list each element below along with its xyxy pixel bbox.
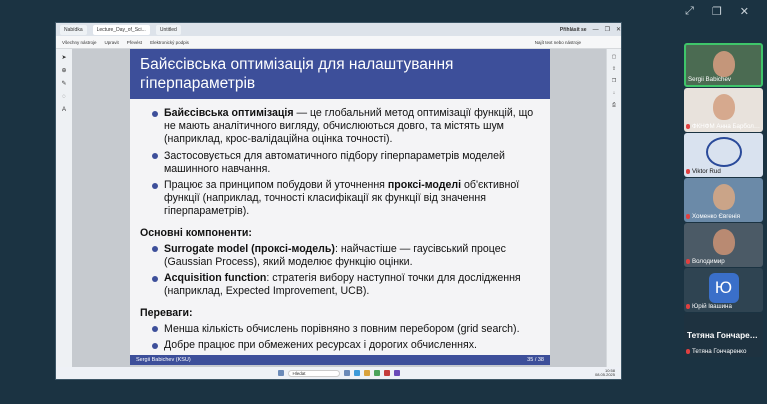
app-icon[interactable]	[344, 370, 350, 376]
participants-panel	[684, 43, 767, 358]
participant-tile[interactable]	[684, 313, 763, 357]
close-icon[interactable]: ✕	[615, 27, 621, 33]
list-item: Менша кількість обчислень порівняно з повним перебором (grid search).	[140, 323, 540, 336]
participant-video	[713, 94, 735, 120]
participant-name: Тетяна Гончаренко	[686, 348, 746, 355]
right-tool-rail	[606, 49, 621, 367]
edit-menu[interactable]: Upravit	[104, 39, 119, 45]
mic-muted-icon	[686, 124, 690, 129]
app-icon[interactable]	[384, 370, 390, 376]
app-icon[interactable]	[374, 370, 380, 376]
participant-name: Юрій Івашина	[686, 303, 732, 310]
share-icon[interactable]: ⇪	[611, 66, 617, 72]
participant-name: Viktor Rud	[686, 168, 721, 175]
participant-name: ФКНФМ Анна Барбол…	[686, 123, 760, 130]
find-tools-field[interactable]: Najít text nebo nástroje	[534, 39, 581, 45]
slide-body	[130, 99, 550, 352]
sign-in-button[interactable]: Přihlásit se	[559, 26, 587, 33]
clock: 10:58 08.05.2025	[594, 367, 615, 377]
app-icon[interactable]	[394, 370, 400, 376]
page-number: 35 / 38	[527, 357, 544, 363]
copy-icon[interactable]: ❐	[611, 78, 617, 84]
left-tool-rail	[56, 49, 73, 367]
start-icon[interactable]	[278, 370, 284, 376]
mic-muted-icon	[686, 304, 690, 309]
slide-footer	[130, 355, 550, 365]
participant-name: Хоменко Євгенія	[686, 213, 740, 220]
university-logo	[706, 137, 742, 167]
participant-display-name: Тетяна Гончаре…	[687, 331, 758, 340]
list-item: Застосовується для автоматичного підбору гіперпараметрів моделей машинного навчання.	[140, 150, 540, 176]
participant-tile[interactable]	[684, 268, 763, 312]
meeting-top-bar	[0, 0, 767, 22]
convert-menu[interactable]: Převést	[126, 39, 143, 45]
text-icon[interactable]: A	[61, 107, 66, 113]
list-item: Surrogate model (проксі-модель): найчастіше — гаусівський процес (Gaussian Process), який моделює функцію оцінки.	[140, 243, 540, 269]
components-list	[140, 243, 540, 299]
app-icon[interactable]	[364, 370, 370, 376]
all-tools-menu[interactable]: Všechny nástroje	[62, 39, 97, 45]
maximize-icon[interactable]: ❐	[604, 27, 610, 33]
restore-icon[interactable]: ❐	[711, 5, 722, 18]
document-area	[72, 49, 607, 367]
comment-icon[interactable]: ▢	[611, 54, 617, 60]
participant-tile[interactable]	[684, 133, 763, 177]
list-item: Добре працює при обмежених ресурсах і дорогих обчисленнях.	[140, 339, 540, 352]
print-icon[interactable]: ⎙	[611, 102, 616, 108]
pen-icon[interactable]: ✎	[61, 81, 67, 87]
download-icon[interactable]: ↓	[612, 90, 616, 96]
slide-title: Байєсівська оптимізація для налаштування гіперпараметрів	[130, 49, 550, 99]
tab-lecture[interactable]: Lecture_Day_of_Sci...	[93, 25, 150, 35]
mic-muted-icon	[686, 349, 690, 354]
expand-icon[interactable]: ⤢	[685, 4, 694, 17]
tab-untitled[interactable]: Untitled	[156, 25, 181, 35]
avatar: Ю	[709, 273, 739, 303]
cursor-icon[interactable]: ➤	[61, 55, 67, 61]
browser-tab-bar	[56, 23, 621, 36]
footer-author: Sergii Babichev (KSU)	[136, 357, 191, 363]
list-item: Байєсівська оптимізація — це глобальний метод оптимізації функцій, що не мають аналітичного вигляду, обчислюються довго, та містять шум (наприклад, крос-валідаційна оцінка точності).	[140, 107, 540, 147]
list-item: Acquisition function: стратегія вибору наступної точки для дослідження (наприклад, Expected Improvement, UCB).	[140, 272, 540, 298]
mic-muted-icon	[686, 169, 690, 174]
participant-tile[interactable]	[684, 43, 763, 87]
sign-menu[interactable]: Elektronický podpis	[150, 39, 189, 45]
list-item: Працює за принципом побудови й уточнення проксі-моделі об'єктивної функції (наприклад, точності класифікації як функції від значення гіперпараметрів).	[140, 179, 540, 219]
taskbar	[56, 367, 621, 379]
participant-name: Володимир	[686, 258, 725, 265]
lasso-icon[interactable]: ◌	[62, 94, 66, 100]
participant-video	[713, 51, 735, 77]
minimize-icon[interactable]: —	[592, 26, 599, 33]
participant-tile[interactable]	[684, 178, 763, 222]
participant-name: Sergii Babichev	[688, 76, 731, 83]
tab-menu[interactable]: Nabídka	[60, 25, 87, 35]
advantages-list	[140, 323, 540, 352]
participant-video	[713, 229, 735, 255]
mic-muted-icon	[686, 259, 690, 264]
pdf-toolbar	[56, 36, 621, 49]
close-icon[interactable]: ✕	[739, 5, 749, 18]
slide	[130, 49, 550, 365]
mic-muted-icon	[686, 214, 690, 219]
app-icon[interactable]	[354, 370, 360, 376]
intro-list	[140, 107, 540, 219]
shared-screen	[55, 22, 622, 380]
participant-tile[interactable]	[684, 223, 763, 267]
participant-tile[interactable]	[684, 88, 763, 132]
zoom-icon[interactable]: ⊕	[61, 68, 67, 74]
advantages-heading: Переваги:	[140, 306, 193, 319]
taskbar-search[interactable]: Hledat	[288, 370, 340, 377]
components-heading: Основні компоненти:	[140, 226, 252, 239]
participant-video	[713, 184, 735, 210]
